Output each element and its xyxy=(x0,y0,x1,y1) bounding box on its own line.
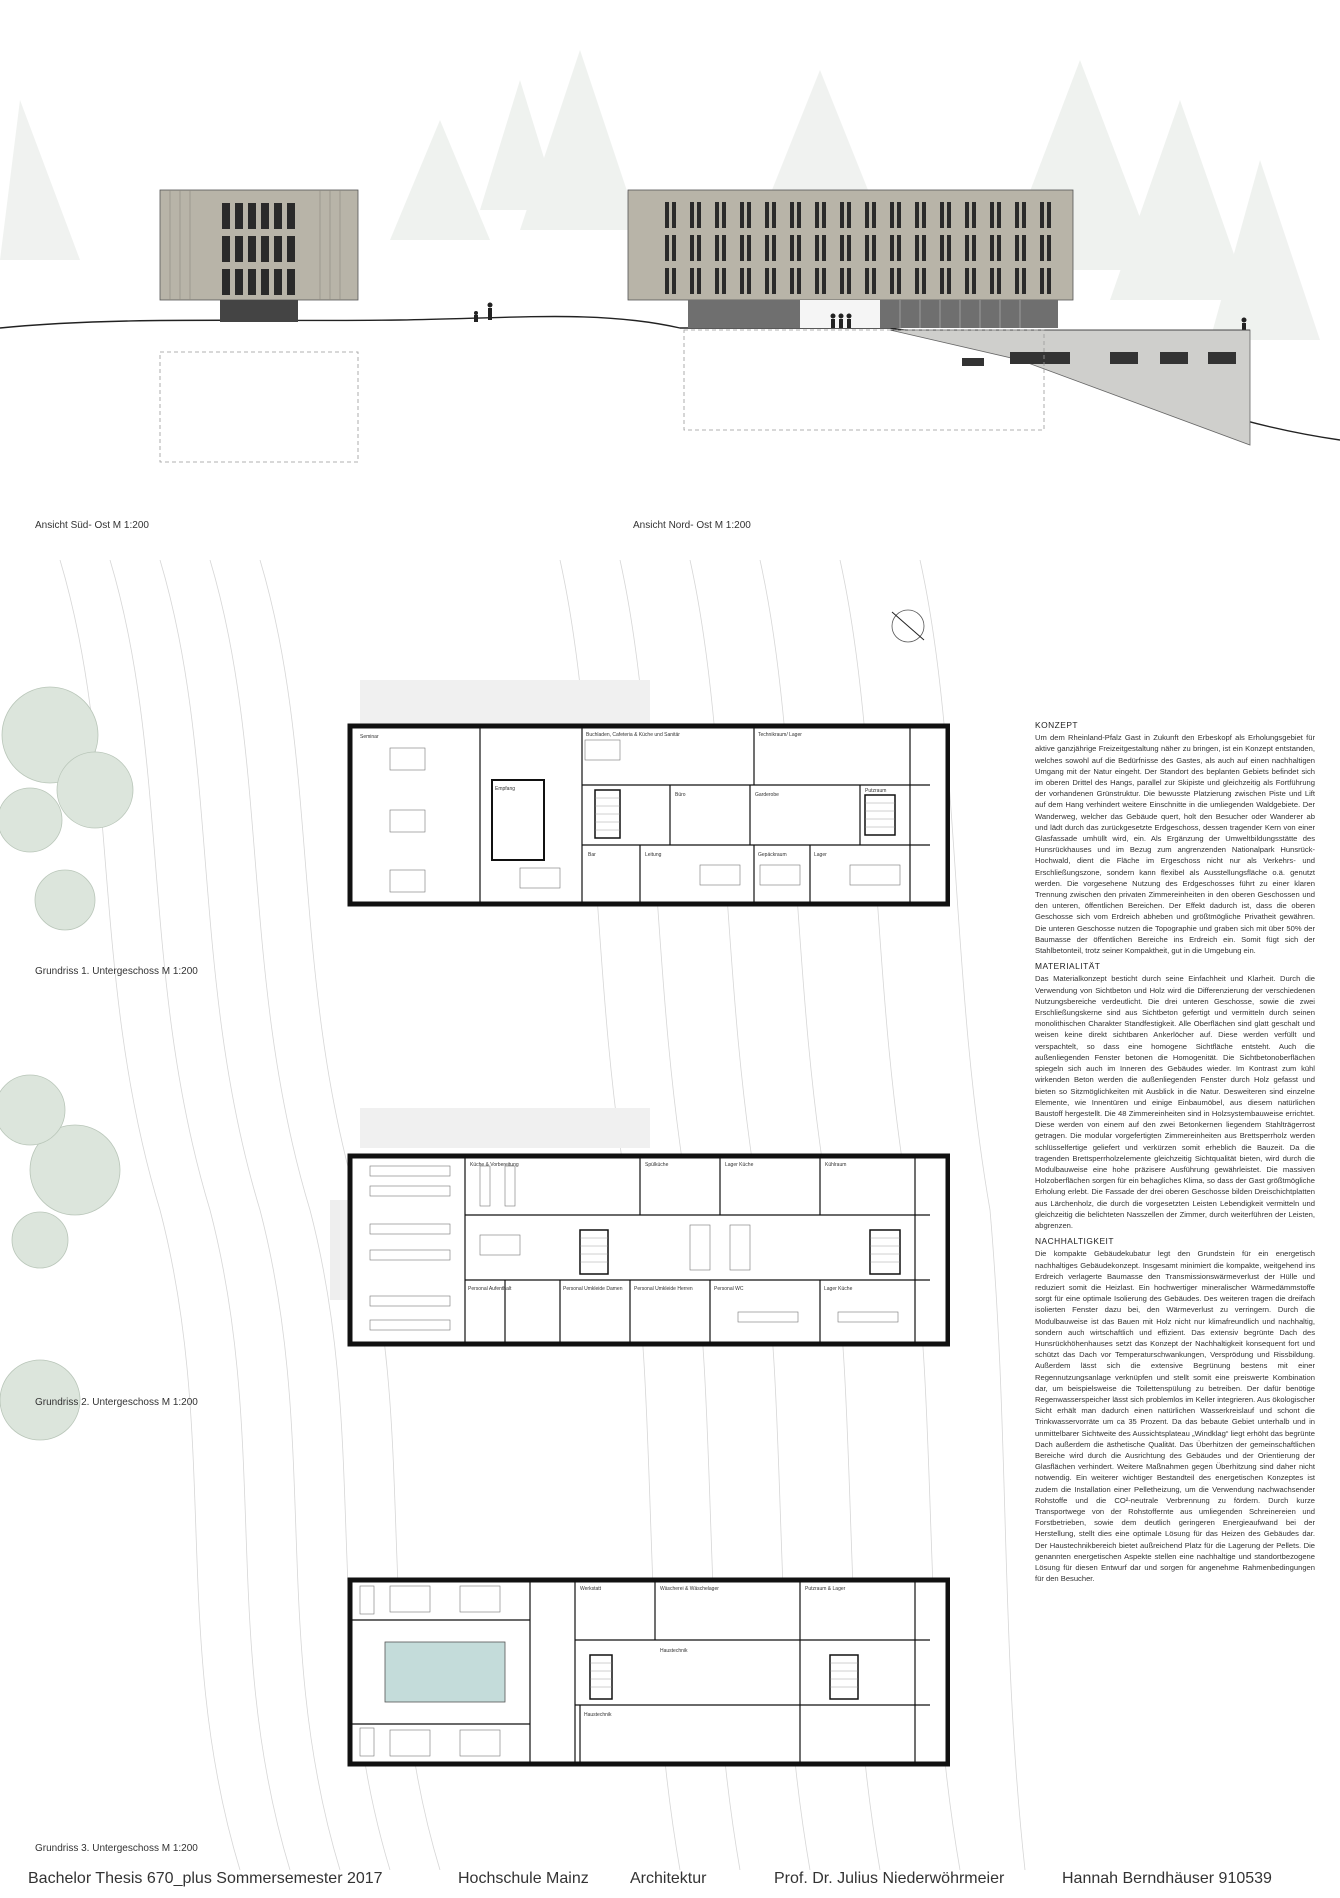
north-arrow-icon xyxy=(888,606,928,646)
room-label: Leitung xyxy=(645,852,662,858)
room-label: Technikraum/ Lager xyxy=(758,732,802,738)
caption-floor-plan-ug2: Grundriss 2. Untergeschoss M 1:200 xyxy=(35,1397,198,1408)
footer-thesis: Bachelor Thesis 670_plus Sommersemester 2017 xyxy=(28,1870,383,1887)
floor-plan-ug3 xyxy=(330,1560,950,1860)
room-label: Spülküche xyxy=(645,1162,669,1168)
elevation-drawings xyxy=(0,40,1340,520)
room-label: Lager xyxy=(814,852,827,858)
room-label: Bar xyxy=(588,852,596,858)
room-label: Personal Aufenthalt xyxy=(468,1286,512,1292)
room-label: Lager Küche xyxy=(725,1162,754,1168)
footer-school: Hochschule Mainz xyxy=(458,1870,589,1887)
room-label: Gepäckraum xyxy=(758,852,787,858)
room-label: Empfang xyxy=(495,786,516,792)
room-label: Lager Küche xyxy=(824,1286,853,1292)
room-label: Personal Umkleide Damen xyxy=(563,1286,623,1292)
footer-author: Hannah Berndhäuser 910539 xyxy=(1062,1870,1272,1887)
nachhaltigkeit-body: Die kompakte Gebäudekubatur legt den Grundstein für ein energetisch nachhaltiges Gebäudekonzept. Insgesamt minimiert die kompakte, weitgehend ins Erdreich verlagerte Baumasse den Transmissionswärmeverlust der Hülle und reduziert somit die Heizlast. Ein hochwertiger mineralischer Wärmedämmstoffe sorgt für eine optimale Isolierung des Gebäudes. Des weiteren tragen die dreifach isolierten Fenster dazu bei, den Wärmeverlust zu verringern. Durch die Modulbauweise ist das Bauen mit Holz nicht nur klimafreundlich und nachhaltig, sondern auch wirtschaftlich und effizient. Das extensiv begrünte Dach des Hunsrückhöhenhauses setzt das Konzept der Nachhaltigkeit konsequent fort und schützt das Dach vor Temperaturschwankungen, Versprödung und Rissbildung. Außerdem lässt sich die extensive Begrünung bestens mit einer Regennutzungsanlage verknüpfen und stellt somit eine preiswerte Kombination dar, um beispielsweise die Toilettenspülung zu betreiben. Der dafür benötige Regenwasserspeicher lässt sich problemlos im Keller integrieren. Aus ökologischer Sicht erhält man dadurch einen natürlichen Wasserkreislauf und schont die Trinkwasservorräte um ca 35 Prozent. Da das bebaute Gebiet unterhalb und in unmittelbarer Sichtweite des Aussichtsplateau „Windklag“ liegt erhöht das begrünte Dach außerdem die ästhetische Qualität. Das Überhitzen der gemeinschaftlichen Bereiche wird durch die Ausrichtung des Gebäudes und der Orientierung der Glasflächen verhindert. Weitere Maßnahmen gegen Überhitzung sind daher nicht notwendig. Ein weiterer wichtiger Bestandteil des energetischen Konzeptes ist zudem die Installation einer Pelletheizung, um die Verwendung nachwachsender Rohstoffe und die CO²-neutrale Verbrennung zu fördern. Durch kurze Transportwege von der Rohstoffernte aus umliegenden Schreinereien und Forstbetrieben, sowie dem deutlich geringeren Energieaufwand bei der Herstellung, stellt dies eine optimale Lösung für das Heizen des Gebäudes dar. Der Haustechnikbereich bietet außreichend Platz für die Lagerung der Pellets. Die genannten energetischen Aspekte stellen eine nachhaltige und standortbezogene Lösung für diesen Entwurf dar und sorgen für angenehme Rahmenbedingungen für den Besucher. xyxy=(1035,1249,1315,1584)
caption-floor-plan-ug3: Grundriss 3. Untergeschoss M 1:200 xyxy=(35,1843,198,1854)
konzept-heading: KONZEPT xyxy=(1035,720,1079,730)
materialitaet-body: Das Materialkonzept besticht durch seine Einfachheit und Klarheit. Durch die Verwendung von Sichtbeton und Holz wird die Differenzierung der verschiedenen Nutzungsbereiche verdeutlicht. Die drei unteren Geschosse, sowie die zwei Erschließungskerne sind aus Sichtbeton gefertigt und vermitteln durch seinen monolithischen Charakter Standfestigkeit. Alle Oberflächen sind glatt geschalt und weisen keine direkt sichtbaren Ankerlöcher auf. Diese werden verfüllt und verspachtelt, so dass eine homogene Sichtfläche entsteht. Auch die außenliegenden Fenster betonen die Homogenität. Die Sichtbetonoberflächen spiegeln sich auch im Inneren des Gebäudes wieder. Im Kontrast zum kühl wirkenden Beton werden die außenliegenden Fenster durch Holz gefasst und bieten so Sitzmöglichkeiten mit Ausblick in die Natur. Desweiteren sind einzelne Elemente, wie Innentüren und einige Einbaumöbel, aus diesem natürlichen Baustoff hergestellt. Die 48 Zimmereinheiten sind in Holzsystembauweise errichtet. Diese werden von einem auf den zwei Betonkernen liegendem Stahlträgerrost getragen. Die modular vorgefertigten Zimmereinheiten aus Brettsperrholz werden schlüsselfertige geliefert und verkürzen somit erheblich die Bauzeit. Da die tragenden Brettsperrholzelemente gleichzeitig Sichtqualität bieten, wird durch die Modulbauweise eine hohe präzisere Ausführung gewährleistet. Die massiven Holzoberflächen sorgen für ein behagliches Klima, so dass der Gast größtmögliche Erholung erlebt. Die Fassade der drei oberen Geschosse bilden Dreischichtplatten aus Lärchenholz, die durch die vorgesetzten Leisten Lebendigkeit vermitteln und gleichzeitig die belichteten Nasszellen der Zimmer, durch weiterführen der Leisten, abgrenzen. xyxy=(1035,974,1315,1230)
footer xyxy=(0,1870,1340,1894)
room-label: Seminar xyxy=(360,734,379,740)
room-label: Buchladen, Cafeteria & Küche und Sanitär xyxy=(586,732,680,738)
konzept-body: Um dem Rheinland-Pfalz Gast in Zukunft den Erbeskopf als Erholungsgebiet für aktive ganzjährige Freizeitgestaltung näher zu bringen, ist ein Konzept entstanden, welches sowohl auf die Bedürfnisse des Gastes, als auch auf einen nachhaltigen Umgang mit der Natur eingeht. Der Standort des beplanten Gebiets befindet sich im oberen Drittel des Hangs, parallel zur Skipiste und gleichzeitig als Fortführung der vorhandenen Grünstruktur. Die bewusste Platzierung zwischen Piste und Lift auf dem Hang verhindert weitere Einschnitte in die umliegenden Waldgebiete. Der Wanderweg, welcher das Gebäude quert, holt den Besucher oder Wanderer ab und lädt durch das zurückgesetzte Erdgeschoss, dessen tragender Kern von einer Glasfassade umhüllt wird, ein. Als Ergänzung der Umweltbildungsstätte des Hunsrückhauses und im Bezug zum angrenzenden Nationalpark Hunsrück-Hochwald, dient die Fläche im Ergeschoss nicht nur als Verkehrs- und Erschließungszone, sondern kann flexibel als Ausstellungsfläche o.ä. genutzt werden. Die vorgesehene Nutzung des Erdgeschosses führt zu einer klaren Trennung zwischen den privaten Zimmereinheiten in den oberen Geschossen und den unteren, öffentlichen Bereichen. Der Effekt dadurch ist, dass die oberen Geschosse sich vom Erdreich abheben und größtmögliche Privatheit gewähren. Die unteren Geschosse nutzen die Topographie und graben sich mit über 50% der Baumasse der öffentlichen Bereiche ins Erdreich ein. Somit fügt sich der Stahlbetonteil, trotz seiner Kompaktheit, gut in die Umgebung ein. xyxy=(1035,733,1315,956)
room-label: Haustechnik xyxy=(584,1712,612,1718)
room-label: Personal Umkleide Herren xyxy=(634,1286,693,1292)
materialitaet-heading: MATERIALITÄT xyxy=(1035,961,1101,972)
room-label: Personal WC xyxy=(714,1286,744,1292)
nachhaltigkeit-heading: NACHHALTIGKEIT xyxy=(1035,1236,1114,1247)
floor-plan-ug2 xyxy=(330,1100,950,1360)
room-label: Werkstatt xyxy=(580,1586,602,1592)
room-label: Haustechnik xyxy=(660,1648,688,1654)
description-text-column xyxy=(1035,720,1315,1589)
room-label: Garderobe xyxy=(755,792,779,798)
room-label: Küche & Vorbereitung xyxy=(470,1162,519,1168)
floor-plan-ug1 xyxy=(330,680,950,940)
room-label: Putzraum & Lager xyxy=(805,1586,846,1592)
caption-elevation-south-east: Ansicht Süd- Ost M 1:200 xyxy=(35,520,149,531)
site-trees xyxy=(0,680,140,1460)
footer-professor: Prof. Dr. Julius Niederwöhrmeier xyxy=(774,1870,1005,1887)
footer-department: Architektur xyxy=(630,1870,707,1887)
caption-floor-plan-ug1: Grundriss 1. Untergeschoss M 1:200 xyxy=(35,966,198,977)
room-label: Kühlraum xyxy=(825,1162,847,1168)
caption-elevation-north-east: Ansicht Nord- Ost M 1:200 xyxy=(633,520,751,531)
room-label: Putzraum xyxy=(865,788,887,794)
room-label: Wäscherei & Wäschelager xyxy=(660,1586,719,1592)
room-label: Büro xyxy=(675,792,686,798)
